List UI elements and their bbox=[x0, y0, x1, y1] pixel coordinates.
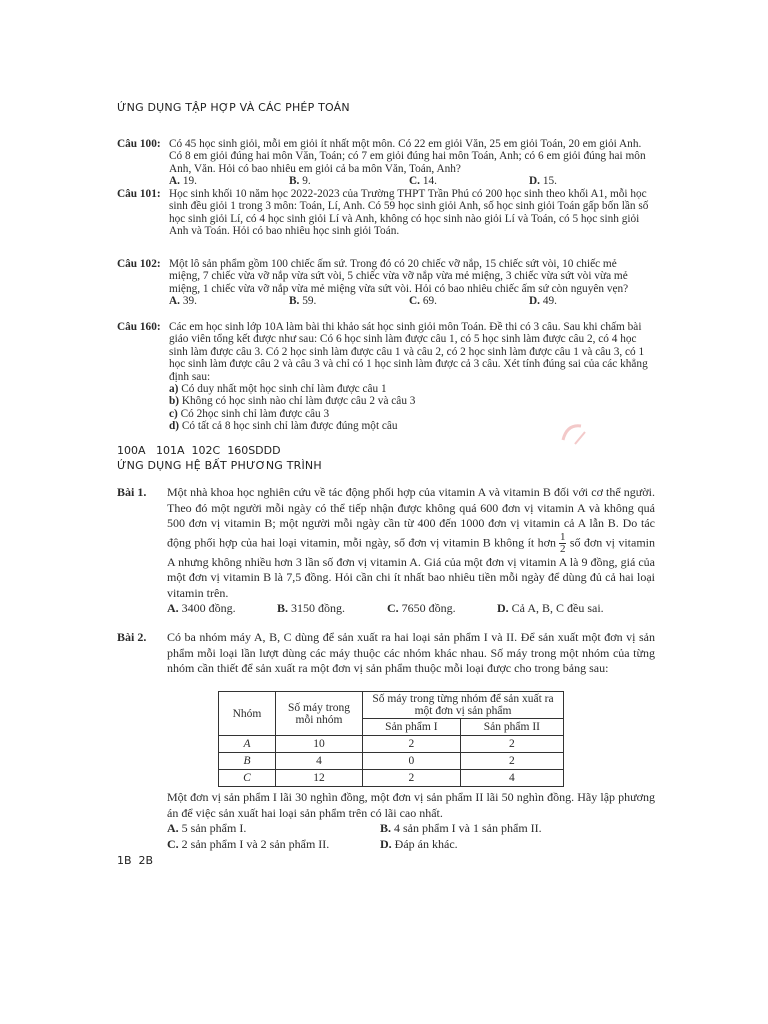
option-b: B. 59. bbox=[289, 295, 317, 308]
cell-p1: 2 bbox=[363, 736, 461, 753]
option-c: C. 14. bbox=[409, 175, 437, 188]
statement-c: c) Có 2học sinh chỉ làm được câu 3 bbox=[169, 407, 330, 420]
cell-p1: 2 bbox=[363, 770, 461, 787]
section-title-inequalities: ỨNG DỤNG HỆ BẤT PHƯƠNG TRÌNH bbox=[117, 459, 322, 472]
problem-2-continued bbox=[117, 790, 657, 852]
option-d: D. 15. bbox=[529, 175, 557, 188]
question-label: Câu 100: bbox=[117, 138, 161, 150]
answer-options bbox=[167, 821, 655, 852]
problem-label: Bài 2. bbox=[117, 630, 147, 644]
option-a: A. 39. bbox=[169, 295, 197, 308]
question-101 bbox=[117, 188, 652, 238]
cell-p1: 0 bbox=[363, 753, 461, 770]
option-c: C. 7650 đồng. bbox=[387, 601, 456, 615]
table-row bbox=[219, 736, 564, 753]
cell-group: C bbox=[219, 770, 276, 787]
answer-options bbox=[169, 175, 652, 187]
table-row bbox=[219, 753, 564, 770]
statement-d: d) Có tất cả 8 học sinh chỉ làm được đúng một câu bbox=[169, 420, 398, 433]
answers-section2: 1B 2B bbox=[117, 854, 154, 867]
problem-2 bbox=[117, 630, 657, 677]
problem-text: Có ba nhóm máy A, B, C dùng để sản xuất ra hai loại sản phẩm I và II. Để sản xuất một đơn vị sản phẩm mỗi loại lần lượt dùng các máy thuộc các nhóm khác nhau. Số máy trong một nhóm của từng nhóm cần thiết để sản xuất ra một đơn vị sản phẩm thuộc mỗi loại được cho trong bảng sau: bbox=[167, 630, 655, 675]
cell-count: 10 bbox=[276, 736, 363, 753]
option-d: D. Cả A, B, C đều sai. bbox=[497, 601, 604, 615]
cell-p2: 4 bbox=[460, 770, 563, 787]
problem-label: Bài 1. bbox=[117, 485, 147, 499]
question-text: Các em học sinh lớp 10A làm bài thi khảo sát học sinh giỏi môn Toán. Đề thi có 3 câu. Sau khi chấm bài giáo viên tổng kết được như sau: Có 6 học sinh làm được câu 1, có 5 học sinh làm được câu 2, có 4 học sinh làm được câu 3. Có 2 học sinh làm được câu 1 và câu 2, có 2 học sinh làm được câu 1 và câu 3, có 1 học sinh làm được câu 2 và câu 3 và chỉ có 1 học sinh làm được cả 3 câu. Xét tính đúng sai của các khẳng định sau: bbox=[169, 321, 648, 383]
header-product-2: Sản phẩm II bbox=[460, 719, 563, 736]
cell-p2: 2 bbox=[460, 753, 563, 770]
problem-1 bbox=[117, 485, 657, 616]
option-d: D. Đáp án khác. bbox=[380, 836, 458, 851]
question-160 bbox=[117, 321, 652, 433]
statement-b: b) Không có học sinh nào chỉ làm được câu 2 và câu 3 bbox=[169, 395, 416, 408]
cell-p2: 2 bbox=[460, 736, 563, 753]
question-text: Học sinh khối 10 năm học 2022-2023 của Trường THPT Trần Phú có 200 học sinh theo khối A1, mỗi học sinh đều giỏi 1 trong 3 môn: Toán, Lí, Anh. Có 59 học sinh giỏi Anh, số học sinh giỏi Toán gấp bốn lần số học sinh giỏi Lí, có 4 học sinh giỏi Lí và Anh, không có học sinh nào giỏi Lí và Toán, có 5 học sinh giỏi Anh và Toán. Hỏi có bao nhiêu học sinh giỏi Toán. bbox=[169, 188, 649, 238]
question-label: Câu 102: bbox=[117, 258, 161, 270]
fraction: $\frac{1}{2}$ bbox=[559, 530, 566, 555]
question-text: Có 45 học sinh giỏi, mỗi em giỏi ít nhất một môn. Có 22 em giỏi Văn, 25 em giỏi Toán, 20 em giỏi Anh. Có 8 em giỏi đúng hai môn Văn, Toán; có 7 em giỏi đúng hai môn Toán, Anh; có 6 em giỏi đúng hai môn Anh, Văn. Hỏi có bao nhiêu em giỏi cả ba môn Văn, Toán, Anh? bbox=[169, 138, 646, 175]
header-product-1: Sản phẩm I bbox=[363, 719, 461, 736]
option-c: C. 69. bbox=[409, 295, 437, 308]
cell-group: B bbox=[219, 753, 276, 770]
cell-count: 12 bbox=[276, 770, 363, 787]
header-need: Số máy trong từng nhóm để sản xuất ra một đơn vị sản phẩm bbox=[363, 692, 564, 719]
question-text: Một lô sản phẩm gồm 100 chiếc ấm sứ. Trong đó có 20 chiếc vỡ nắp, 15 chiếc sứt vòi, 10 chiếc mẻ miệng, 7 chiếc vừa vỡ nắp vừa sứt vòi, 5 chiếc vừa vỡ nắp vừa mẻ miệng, 3 chiếc vừa sứt vòi vừa mẻ miệng, 1 chiếc vừa vỡ nắp vừa mẻ miệng vừa sứt vòi. Hỏi có bao nhiêu chiếc ấm sứ còn nguyên vẹn? bbox=[169, 258, 629, 295]
question-100 bbox=[117, 138, 652, 188]
problem-after-text: Một đơn vị sản phẩm I lãi 30 nghìn đồng, một đơn vị sản phẩm II lãi 50 nghìn đồng. Hãy lập phương án để việc sản xuất hai loại sản phẩm trên có lãi cao nhất. bbox=[167, 790, 655, 820]
option-b: B. 9. bbox=[289, 175, 311, 188]
cell-count: 4 bbox=[276, 753, 363, 770]
option-b: B. 3150 đồng. bbox=[277, 601, 346, 615]
question-label: Câu 160: bbox=[117, 321, 161, 333]
faint-mark-icon bbox=[555, 418, 595, 448]
option-c: C. 2 sản phẩm I và 2 sản phẩm II. bbox=[167, 836, 330, 851]
option-b: B. 4 sản phẩm I và 1 sản phẩm II. bbox=[380, 821, 542, 835]
table-header-row bbox=[219, 692, 564, 719]
option-a: A. 3400 đồng. bbox=[167, 601, 236, 615]
section-title-sets: ỨNG DỤNG TẬP HỢP VÀ CÁC PHÉP TOÁN bbox=[117, 101, 350, 114]
answers-section1: 100A 101A 102C 160SDDD bbox=[117, 444, 281, 457]
statement-a: a) Có duy nhất một học sinh chỉ làm được câu 1 bbox=[169, 383, 387, 396]
question-label: Câu 101: bbox=[117, 188, 161, 200]
option-a: A. 5 sản phẩm I. bbox=[167, 821, 247, 835]
header-group: Nhóm bbox=[219, 692, 276, 736]
header-count: Số máy trong mỗi nhóm bbox=[276, 692, 363, 736]
answer-options bbox=[169, 295, 652, 307]
answer-options bbox=[167, 601, 657, 616]
question-102 bbox=[117, 258, 652, 308]
machine-table bbox=[218, 691, 564, 787]
option-a: A. 19. bbox=[169, 175, 197, 188]
cell-group: A bbox=[219, 736, 276, 753]
option-d: D. 49. bbox=[529, 295, 557, 308]
problem-text: Một nhà khoa học nghiên cứu về tác động phối hợp của vitamin A và vitamin B đối với cơ thể người. Theo đó một người mỗi ngày có thể tiếp nhận được không quá 600 đơn vị vitamin A và không quá 500 đơn vị vitamin B; một người mỗi ngày cần từ 400 đến 1000 đơn vị vitamin cả A lẫn B. Do tác động phối hợp của hai loại vitamin, mỗi ngày, số đơn vị vitamin B không ít hơn $\frac{1}{2}$ số đơn vị vitamin A nhưng không nhiều hơn 3 lần số đơn vị vitamin A. Giá của một đơn vị vitamin A là 9 đồng, giá của một đơn vị vitamin B là 7,5 đồng. Hỏi cần chi ít nhất bao nhiêu tiền mỗi ngày để dùng đủ cả hai loại vitamin trên. bbox=[167, 485, 656, 600]
table-row bbox=[219, 770, 564, 787]
